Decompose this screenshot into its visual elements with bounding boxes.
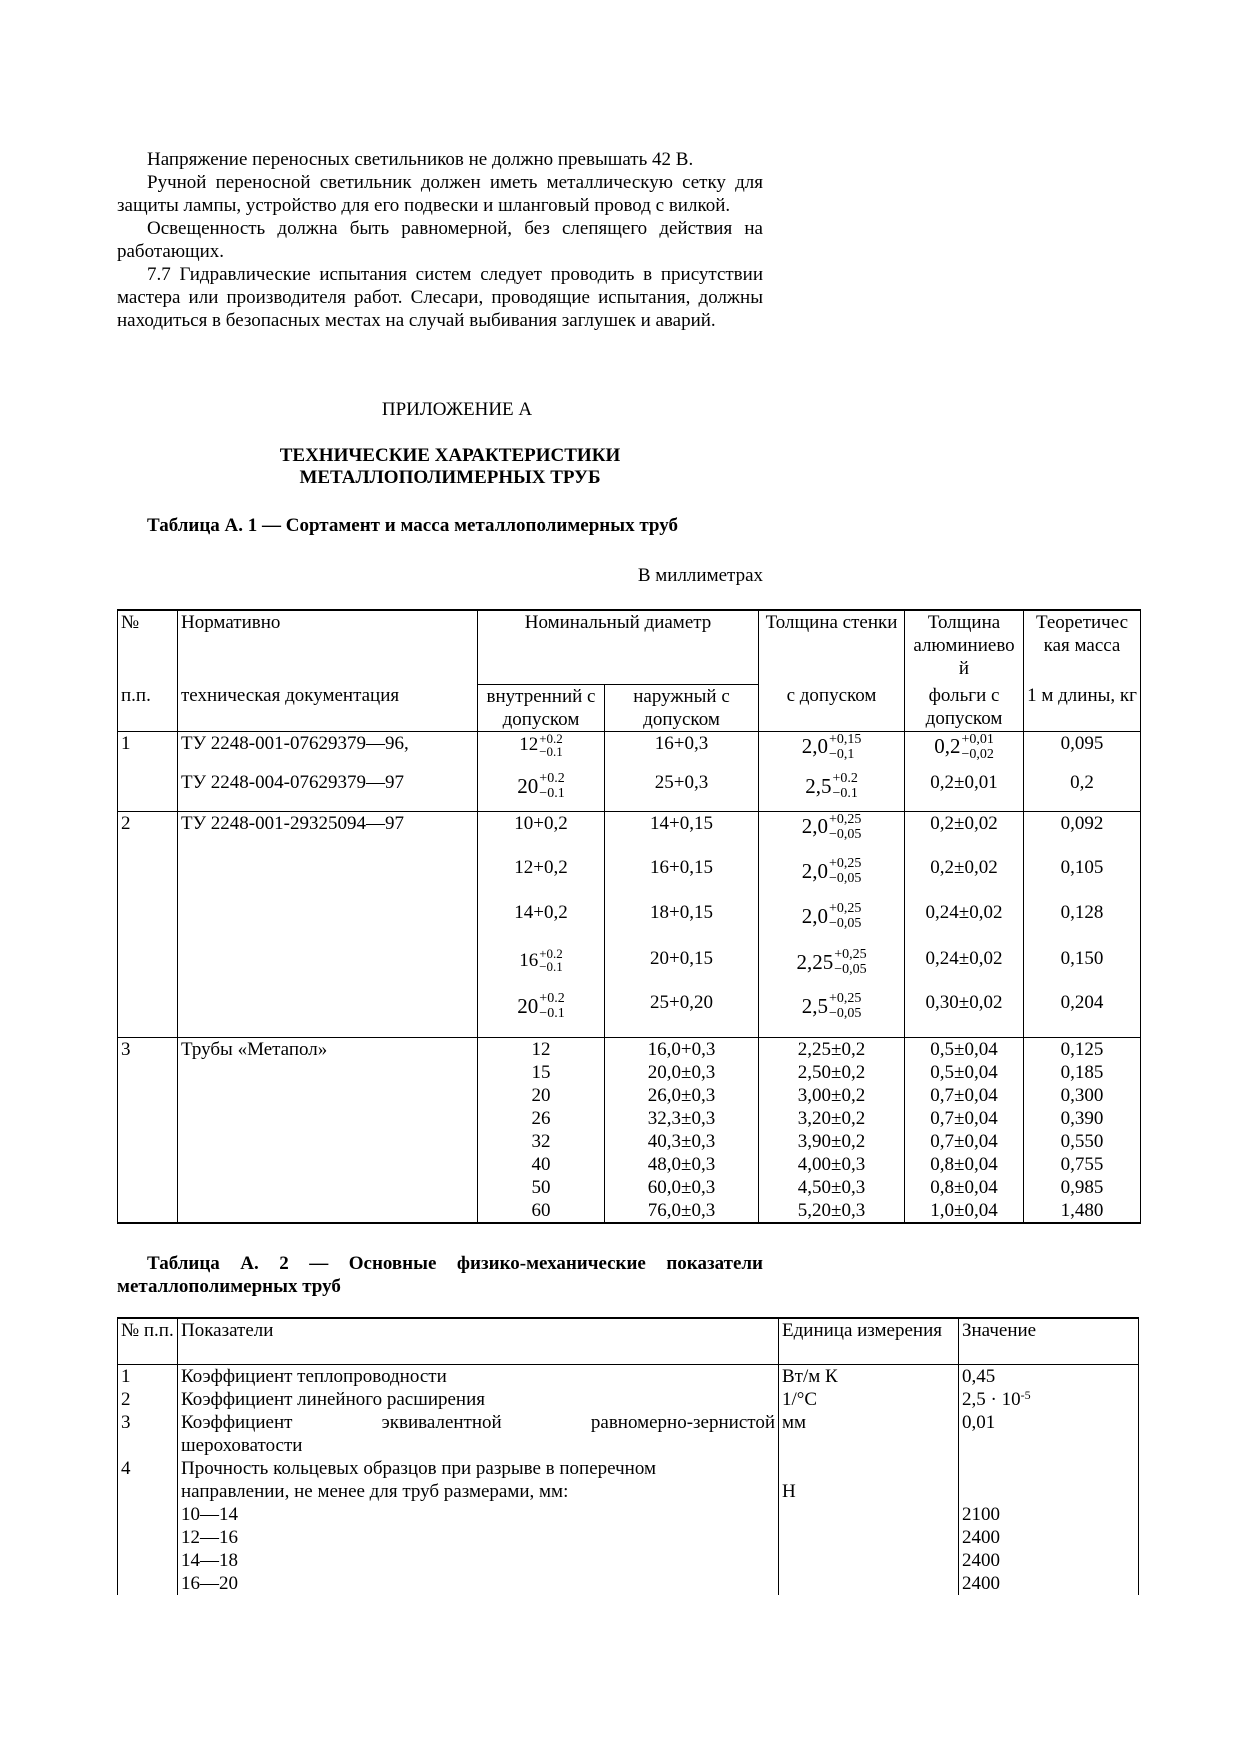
cell-mass: 0,550 <box>1024 1130 1141 1153</box>
table-row <box>118 1107 1141 1130</box>
cell-wall: 3,00±0,2 <box>759 1084 905 1107</box>
cell-mass: 1,480 <box>1024 1199 1141 1223</box>
cell-outer: 25+0,3 <box>605 771 759 811</box>
cell-foil: 0,5±0,04 <box>905 1037 1024 1061</box>
cell-value: 2400 <box>959 1526 1139 1549</box>
cell-name: Коэффициент линейного расширения <box>178 1388 779 1411</box>
cell-mass: 0,125 <box>1024 1037 1141 1061</box>
cell-inner: 60 <box>478 1199 605 1223</box>
header-foil-sub: фольги с допуском <box>905 684 1024 731</box>
header-no: № п.п. <box>118 1318 178 1364</box>
intro-text <box>117 148 763 332</box>
cell-foil: 0,2±0,02 <box>905 811 1024 856</box>
cell-inner: 15 <box>478 1061 605 1084</box>
cell-mass: 0,300 <box>1024 1084 1141 1107</box>
cell-outer: 26,0±0,3 <box>605 1084 759 1107</box>
cell-outer: 16,0+0,3 <box>605 1037 759 1061</box>
cell-mass: 0,2 <box>1024 771 1141 811</box>
table-row <box>118 811 1141 856</box>
table-row <box>118 1084 1141 1107</box>
cell-wall: 2,5 +0,25 −0,05 <box>759 991 905 1037</box>
table-row <box>118 856 1141 901</box>
cell-doc: ТУ 2248-004-07629379—97 <box>178 771 478 811</box>
table-row <box>118 1503 1139 1526</box>
paragraph: Освещенность должна быть равномерной, без слепящего действия на работающих. <box>117 218 763 262</box>
cell-foil: 0,5±0,04 <box>905 1061 1024 1084</box>
table2 <box>117 1317 1139 1595</box>
cell-mass: 0,150 <box>1024 947 1141 991</box>
cell-wall: 3,20±0,2 <box>759 1107 905 1130</box>
cell-inner: 20 +0.2 −0.1 <box>478 771 605 811</box>
cell-foil: 0,2 +0,01 −0,02 <box>905 731 1024 771</box>
table-row <box>118 1388 1139 1411</box>
cell-no: 2 <box>118 811 178 856</box>
cell-foil: 0,7±0,04 <box>905 1130 1024 1153</box>
cell-name: Коэффициент эквивалентной равномерно-зернистой <box>178 1411 779 1434</box>
cell-size: 12—16 <box>178 1526 779 1549</box>
cell-outer: 40,3±0,3 <box>605 1130 759 1153</box>
cell-wall: 4,50±0,3 <box>759 1176 905 1199</box>
cell-inner: 12 <box>478 1037 605 1061</box>
cell-value: 2400 <box>959 1572 1139 1595</box>
cell-outer: 76,0±0,3 <box>605 1199 759 1223</box>
table-row <box>118 1176 1141 1199</box>
cell-foil: 0,8±0,04 <box>905 1176 1024 1199</box>
cell-outer: 20,0±0,3 <box>605 1061 759 1084</box>
cell-foil: 0,8±0,04 <box>905 1153 1024 1176</box>
cell-value: 2100 <box>959 1503 1139 1526</box>
table-row <box>118 731 1141 771</box>
table-row <box>118 1434 1139 1457</box>
cell-inner: 40 <box>478 1153 605 1176</box>
cell-foil: 0,30±0,02 <box>905 991 1024 1037</box>
table1-header-row <box>118 610 1141 684</box>
appendix-label: ПРИЛОЖЕНИЕ А <box>381 399 533 420</box>
header-name: Показатели <box>178 1318 779 1364</box>
cell-outer: 16+0,15 <box>605 856 759 901</box>
cell-foil: 1,0±0,04 <box>905 1199 1024 1223</box>
table2-caption: Таблица А. 2 — Основные физико-механические показатели металлополимерных труб <box>117 1253 763 1297</box>
cell-mass: 0,128 <box>1024 901 1141 947</box>
paragraph: 7.7 Гидравлические испытания систем следует проводить в присутствии мастера или производителя работ. Слесари, проводящие испытания, должны находиться в безопасных местах на случай выбивания заглушек и аварий. <box>117 264 763 331</box>
table-row <box>118 991 1141 1037</box>
table1 <box>117 609 1141 1224</box>
table-row <box>118 1037 1141 1061</box>
cell-foil: 0,2±0,02 <box>905 856 1024 901</box>
cell-outer: 16+0,3 <box>605 731 759 771</box>
cell-inner: 26 <box>478 1107 605 1130</box>
cell-mass: 0,185 <box>1024 1061 1141 1084</box>
table-row <box>118 1061 1141 1084</box>
table-row <box>118 1411 1139 1434</box>
cell-no: 1 <box>118 1364 178 1388</box>
cell-foil: 0,7±0,04 <box>905 1107 1024 1130</box>
table-row <box>118 947 1141 991</box>
table-row <box>118 1153 1141 1176</box>
cell-outer: 48,0±0,3 <box>605 1153 759 1176</box>
header-mass-sub: 1 м длины, кг <box>1024 684 1141 731</box>
header-diameter: Номинальный диаметр <box>478 610 759 684</box>
header-doc-sub: техническая документация <box>178 684 478 731</box>
cell-mass: 0,985 <box>1024 1176 1141 1199</box>
cell-size: 10—14 <box>178 1503 779 1526</box>
cell-inner: 12+0,2 <box>478 856 605 901</box>
cell-unit: мм <box>779 1411 959 1434</box>
cell-wall: 4,00±0,3 <box>759 1153 905 1176</box>
cell-value: 0,01 <box>959 1411 1139 1434</box>
cell-foil: 0,2±0,01 <box>905 771 1024 811</box>
cell-size: 16—20 <box>178 1572 779 1595</box>
cell-unit: Н <box>779 1480 959 1503</box>
header-wall-sub: с допуском <box>759 684 905 731</box>
table-row <box>118 1364 1139 1388</box>
header-mass: Теоретичес кая масса <box>1024 610 1141 684</box>
cell-wall: 2,0 +0,25 −0,05 <box>759 811 905 856</box>
cell-wall: 5,20±0,3 <box>759 1199 905 1223</box>
cell-name: шероховатости <box>178 1434 779 1457</box>
cell-wall: 2,50±0,2 <box>759 1061 905 1084</box>
header-no: № <box>118 610 178 684</box>
table1-units: В миллиметрах <box>637 565 763 586</box>
header-foil: Толщина алюминиево й <box>905 610 1024 684</box>
cell-foil: 0,24±0,02 <box>905 947 1024 991</box>
cell-no: 3 <box>118 1411 178 1434</box>
cell-no: 3 <box>118 1037 178 1061</box>
table-row <box>118 1572 1139 1595</box>
cell-foil: 0,24±0,02 <box>905 901 1024 947</box>
cell-mass: 0,204 <box>1024 991 1141 1037</box>
cell-no: 2 <box>118 1388 178 1411</box>
cell-size: 14—18 <box>178 1549 779 1572</box>
cell-mass: 0,095 <box>1024 731 1141 771</box>
cell-wall: 2,0 +0,15 −0,1 <box>759 731 905 771</box>
cell-no: 1 <box>118 731 178 771</box>
cell-outer: 20+0,15 <box>605 947 759 991</box>
cell-wall: 2,5 +0.2 −0.1 <box>759 771 905 811</box>
cell-name: Коэффициент теплопроводности <box>178 1364 779 1388</box>
cell-inner: 14+0,2 <box>478 901 605 947</box>
header-no-sub: п.п. <box>118 684 178 731</box>
paragraph: Ручной переносной светильник должен иметь металлическую сетку для защиты лампы, устройство для его подвески и шланговый провод с вилкой. <box>117 172 763 216</box>
table2-header-row <box>118 1318 1139 1364</box>
table-row <box>118 771 1141 811</box>
appendix-title-line1: ТЕХНИЧЕСКИЕ ХАРАКТЕРИСТИКИ <box>279 445 621 466</box>
cell-inner: 20 <box>478 1084 605 1107</box>
header-outer: наружный с допуском <box>605 684 759 731</box>
cell-doc: ТУ 2248-001-29325094—97 <box>178 811 478 856</box>
header-value: Значение <box>959 1318 1139 1364</box>
cell-name: направлении, не менее для труб размерами, мм: <box>178 1480 779 1503</box>
cell-mass: 0,390 <box>1024 1107 1141 1130</box>
cell-wall: 2,25±0,2 <box>759 1037 905 1061</box>
table-row <box>118 1199 1141 1223</box>
cell-outer: 18+0,15 <box>605 901 759 947</box>
cell-foil: 0,7±0,04 <box>905 1084 1024 1107</box>
cell-wall: 3,90±0,2 <box>759 1130 905 1153</box>
cell-wall: 2,25 +0,25 −0,05 <box>759 947 905 991</box>
cell-inner: 10+0,2 <box>478 811 605 856</box>
cell-outer: 60,0±0,3 <box>605 1176 759 1199</box>
header-inner: внутренний с допуском <box>478 684 605 731</box>
cell-mass: 0,755 <box>1024 1153 1141 1176</box>
cell-unit: 1/°С <box>779 1388 959 1411</box>
cell-wall: 2,0 +0,25 −0,05 <box>759 856 905 901</box>
table-row <box>118 1549 1139 1572</box>
cell-wall: 2,0 +0,25 −0,05 <box>759 901 905 947</box>
header-unit: Единица измерения <box>779 1318 959 1364</box>
cell-doc: Трубы «Метапол» <box>178 1037 478 1061</box>
cell-unit: Вт/м К <box>779 1364 959 1388</box>
table1-caption: Таблица А. 1 — Сортамент и масса металлополимерных труб <box>147 515 678 536</box>
cell-inner: 20 +0.2 −0.1 <box>478 991 605 1037</box>
appendix-title-line2: МЕТАЛЛОПОЛИМЕРНЫХ ТРУБ <box>299 467 601 488</box>
cell-inner: 32 <box>478 1130 605 1153</box>
header-wall: Толщина стенки <box>759 610 905 684</box>
cell-doc: ТУ 2248-001-07629379—96, <box>178 731 478 771</box>
table-row <box>118 1457 1139 1480</box>
table-row <box>118 1480 1139 1503</box>
cell-outer: 25+0,20 <box>605 991 759 1037</box>
cell-outer: 14+0,15 <box>605 811 759 856</box>
header-doc: Нормативно <box>178 610 478 684</box>
cell-name: Прочность кольцевых образцов при разрыве в поперечном <box>178 1457 779 1480</box>
cell-mass: 0,092 <box>1024 811 1141 856</box>
cell-value: 2400 <box>959 1549 1139 1572</box>
cell-no: 4 <box>118 1457 178 1480</box>
table-row <box>118 1526 1139 1549</box>
table1-header-row <box>118 684 1141 731</box>
cell-inner: 16 +0.2 −0.1 <box>478 947 605 991</box>
cell-inner: 50 <box>478 1176 605 1199</box>
cell-value: $2,5 \cdot 10^{-5}$ <box>959 1388 1139 1411</box>
paragraph: Напряжение переносных светильников не должно превышать 42 В. <box>147 149 694 170</box>
cell-mass: 0,105 <box>1024 856 1141 901</box>
cell-value: 0,45 <box>959 1364 1139 1388</box>
cell-inner: 12 +0.2 −0.1 <box>478 731 605 771</box>
cell-outer: 32,3±0,3 <box>605 1107 759 1130</box>
table-row <box>118 1130 1141 1153</box>
table-row <box>118 901 1141 947</box>
